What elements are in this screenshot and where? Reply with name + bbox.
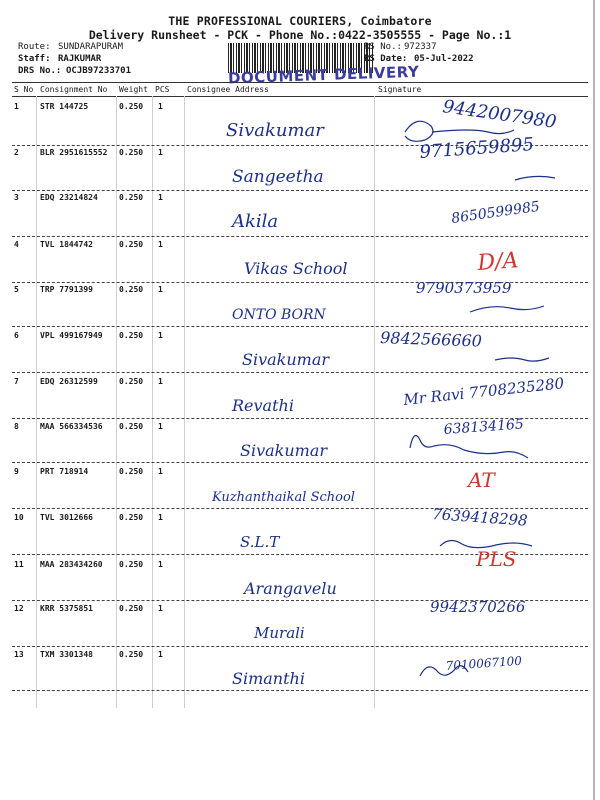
- handwritten-signature-note: D/A: [476, 248, 520, 276]
- handwritten-consignee-name: Sivakumar: [242, 350, 330, 369]
- row-divider: [12, 554, 588, 555]
- handwritten-signature-note: 7010067100: [445, 653, 523, 673]
- handwritten-signature-note: 638134165: [443, 416, 525, 438]
- signature-scribble: [405, 121, 514, 141]
- row-weight: 0.250: [119, 148, 144, 157]
- row-weight: 0.250: [119, 331, 144, 340]
- row-sno: 9: [14, 467, 19, 476]
- handwritten-consignee-name: Kuzhanthaikal School: [212, 490, 355, 505]
- row-sno: 1: [14, 102, 19, 111]
- row-sno: 5: [14, 285, 19, 294]
- handwritten-signature-note: 9790373959: [416, 279, 512, 297]
- handwritten-consignee-name: Sangeetha: [232, 167, 324, 187]
- row-consignment-no: BLR 2951615552: [40, 148, 108, 157]
- row-divider: [12, 690, 588, 691]
- handwritten-consignee-name: Vikas School: [244, 259, 348, 278]
- row-consignment-no: PRT 718914: [40, 467, 89, 476]
- row-weight: 0.250: [119, 285, 144, 294]
- handwritten-signature-note: 9715659895: [418, 134, 535, 163]
- row-weight: 0.250: [119, 193, 144, 202]
- row-pcs: 1: [158, 285, 163, 294]
- row-divider: [12, 508, 588, 509]
- row-sno: 11: [14, 560, 24, 569]
- row-sno: 8: [14, 422, 19, 431]
- staff-label: Staff:: [18, 54, 51, 64]
- handwritten-consignee-name: Revathi: [232, 396, 294, 415]
- handwritten-consignee-name: ONTO BORN: [232, 307, 326, 323]
- row-divider: [12, 326, 588, 327]
- col-header-pcs: PCS: [155, 85, 170, 94]
- row-weight: 0.250: [119, 560, 144, 569]
- document-delivery-stamp: DOCUMENT DELIVERY: [227, 62, 420, 88]
- handwritten-consignee-name: Akila: [232, 211, 279, 232]
- signature-scribble: [410, 436, 528, 459]
- row-consignment-no: MAA 283434260: [40, 560, 103, 569]
- col-divider: [374, 96, 375, 708]
- handwritten-consignee-name: Murali: [254, 624, 305, 642]
- row-consignment-no: TVL 3012666: [40, 513, 93, 522]
- row-divider: [12, 282, 588, 283]
- row-pcs: 1: [158, 331, 163, 340]
- col-divider: [36, 96, 37, 708]
- row-weight: 0.250: [119, 604, 144, 613]
- route-value: SUNDARAPURAM: [58, 42, 124, 52]
- header-top-rule: [12, 82, 588, 83]
- row-sno: 13: [14, 650, 24, 659]
- handwritten-signature-note: PLS: [476, 547, 517, 571]
- row-divider: [12, 418, 588, 419]
- row-pcs: 1: [158, 604, 163, 613]
- row-divider: [12, 372, 588, 373]
- row-sno: 4: [14, 240, 19, 249]
- handwritten-consignee-name: Simanthi: [232, 669, 305, 688]
- rs-no-label: RS No.:: [364, 42, 402, 52]
- row-consignment-no: KRR 5375851: [40, 604, 93, 613]
- signature-scribble: [470, 306, 544, 312]
- row-divider: [12, 236, 588, 237]
- row-weight: 0.250: [119, 240, 144, 249]
- row-pcs: 1: [158, 467, 163, 476]
- signature-scribble: [495, 358, 549, 361]
- page-edge: [593, 0, 595, 800]
- row-consignment-no: MAA 566334536: [40, 422, 103, 431]
- row-weight: 0.250: [119, 422, 144, 431]
- row-sno: 10: [14, 513, 24, 522]
- row-weight: 0.250: [119, 513, 144, 522]
- row-pcs: 1: [158, 422, 163, 431]
- row-consignment-no: TXM 3301348: [40, 650, 93, 659]
- row-pcs: 1: [158, 240, 163, 249]
- runsheet-subtitle: Delivery Runsheet - PCK - Phone No.:0422-3505555 - Page No.:1: [88, 28, 512, 42]
- signature-scribble: [515, 176, 555, 180]
- signature-scribble: [420, 666, 468, 676]
- rs-date-label: RS Date:: [364, 54, 408, 64]
- handwritten-signature-note: Mr Ravi 7708235280: [402, 374, 565, 409]
- row-sno: 7: [14, 377, 19, 386]
- drs-value: OCJB97233701: [66, 66, 132, 76]
- row-weight: 0.250: [119, 377, 144, 386]
- row-consignment-no: EDQ 23214824: [40, 193, 98, 202]
- rs-no-value: 972337: [404, 42, 437, 52]
- staff-value: RAJKUMAR: [58, 54, 102, 64]
- row-sno: 12: [14, 604, 24, 613]
- handwritten-consignee-name: Arangavelu: [244, 579, 337, 598]
- row-sno: 3: [14, 193, 19, 202]
- row-weight: 0.250: [119, 467, 144, 476]
- row-consignment-no: TRP 7791399: [40, 285, 93, 294]
- row-divider: [12, 462, 588, 463]
- handwritten-signature-note: 7639418298: [431, 505, 529, 530]
- handwritten-signature-note: AT: [468, 468, 495, 492]
- col-header-consignee: Consignee Address: [187, 85, 269, 94]
- col-divider: [116, 96, 117, 708]
- row-pcs: 1: [158, 513, 163, 522]
- signature-scribble: [440, 540, 532, 547]
- row-divider: [12, 600, 588, 601]
- row-pcs: 1: [158, 377, 163, 386]
- row-weight: 0.250: [119, 650, 144, 659]
- col-header-weight: Weight: [119, 85, 148, 94]
- row-consignment-no: EDQ 26312599: [40, 377, 98, 386]
- row-consignment-no: STR 144725: [40, 102, 89, 111]
- company-title: THE PROFESSIONAL COURIERS, Coimbatore: [168, 14, 432, 28]
- handwritten-signatures: [405, 121, 555, 676]
- row-consignment-no: TVL 1844742: [40, 240, 93, 249]
- handwritten-signature-note: 9442007980: [441, 96, 558, 133]
- row-weight: 0.250: [119, 102, 144, 111]
- drs-label: DRS No.:: [18, 66, 62, 76]
- col-divider: [152, 96, 153, 708]
- row-pcs: 1: [158, 148, 163, 157]
- row-consignment-no: VPL 499167949: [40, 331, 103, 340]
- row-pcs: 1: [158, 650, 163, 659]
- row-divider: [12, 646, 588, 647]
- col-header-consignment: Consignment No: [40, 85, 108, 94]
- row-divider: [12, 190, 588, 191]
- handwritten-signature-note: 9842566660: [379, 328, 483, 351]
- header-bottom-rule: [12, 96, 588, 97]
- route-label: Route:: [18, 42, 51, 52]
- handwritten-consignee-name: S.L.T: [240, 533, 280, 551]
- row-divider: [12, 145, 588, 146]
- col-header-sno: S No: [14, 85, 34, 94]
- handwritten-signature-note: 9942370266: [430, 598, 526, 616]
- row-pcs: 1: [158, 102, 163, 111]
- handwritten-consignee-name: Sivakumar: [240, 441, 328, 460]
- handwritten-consignee-name: Sivakumar: [226, 120, 324, 141]
- col-divider: [184, 96, 185, 708]
- handwritten-signature-note: 8650599985: [450, 198, 541, 227]
- row-sno: 6: [14, 331, 19, 340]
- col-header-signature: Signature: [378, 85, 422, 94]
- rs-date-value: 05-Jul-2022: [414, 54, 474, 64]
- row-pcs: 1: [158, 193, 163, 202]
- row-sno: 2: [14, 148, 19, 157]
- row-pcs: 1: [158, 560, 163, 569]
